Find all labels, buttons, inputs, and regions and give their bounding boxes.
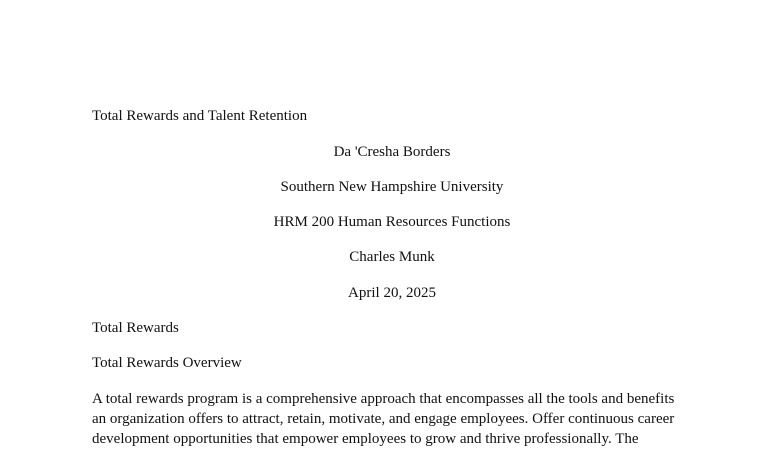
institution-name: Southern New Hampshire University (280, 179, 504, 195)
author-name: Da 'Cresha Borders (333, 144, 451, 160)
paragraph-line: development opportunities that empower employees to grow and thrive professionally. The (92, 431, 639, 447)
running-title: Total Rewards and Talent Retention (92, 108, 308, 124)
subsection-heading: Total Rewards Overview (92, 355, 242, 371)
instructor-name: Charles Munk (349, 249, 435, 265)
submission-date: April 20, 2025 (348, 285, 436, 301)
paragraph-line: an organization offers to attract, retain, motivate, and engage employees. Offer continuous career (92, 411, 675, 427)
course-name: HRM 200 Human Resources Functions (273, 214, 511, 230)
paragraph-line: A total rewards program is a comprehensive approach that encompasses all the tools and benefits (92, 391, 675, 407)
body-paragraph (92, 389, 702, 449)
section-heading: Total Rewards (92, 320, 179, 336)
